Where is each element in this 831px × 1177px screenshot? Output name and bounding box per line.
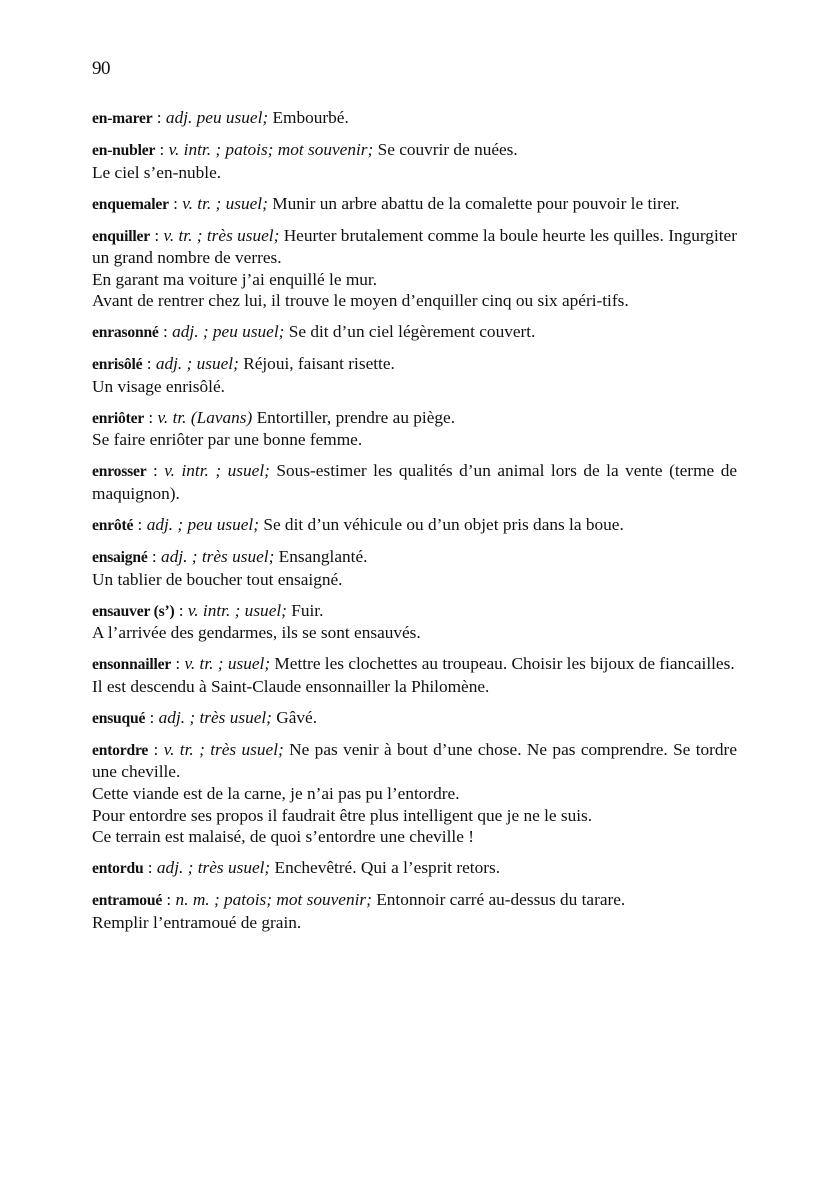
dictionary-entry xyxy=(92,321,737,344)
dictionary-entry xyxy=(92,653,737,697)
entry-grammar: adj. ; usuel; xyxy=(155,354,239,374)
entry-grammar: v. tr. (Lavans) xyxy=(157,407,253,427)
entry-separator: : xyxy=(145,707,159,727)
dictionary-entry xyxy=(92,225,737,312)
entry-example: Cette viande est de la carne, je n’ai pas pu l’entordre. xyxy=(92,783,460,803)
entry-example: Pour entordre ses propos il faudrait être plus intelligent que je ne le suis. xyxy=(92,805,593,825)
entry-definition: Gâvé. xyxy=(276,707,318,727)
entry-headword: enrôté xyxy=(92,517,134,535)
entry-grammar: adj. peu usuel; xyxy=(165,108,269,127)
entry-grammar: adj. ; peu usuel; xyxy=(146,515,259,535)
entry-example: Il est descendu à Saint-Claude ensonnailler la Philomène. xyxy=(92,676,490,696)
entry-example: Le ciel s’en-nuble. xyxy=(92,162,222,182)
entry-example: Ce terrain est malaisé, de quoi s’entordre une cheville ! xyxy=(92,827,474,847)
dictionary-entry xyxy=(92,139,737,183)
entry-definition: Munir un arbre abattu de la comalette pour pouvoir le tirer. xyxy=(272,193,680,213)
entry-example: Remplir l’entramoué de grain. xyxy=(92,912,302,932)
entry-separator: : xyxy=(168,193,183,213)
dictionary-entry xyxy=(92,460,737,504)
dictionary-entry xyxy=(92,739,737,848)
entry-headword: en-marer xyxy=(92,110,153,127)
dictionary-entry xyxy=(92,600,737,644)
entry-separator: : xyxy=(146,461,165,481)
entry-definition: Réjoui, faisant risette. xyxy=(243,354,395,374)
entry-grammar: v. intr. ; usuel; xyxy=(187,600,287,620)
dictionary-entry xyxy=(92,407,737,451)
entry-separator: : xyxy=(149,225,164,245)
entry-separator: : xyxy=(143,858,157,878)
dictionary-entry xyxy=(92,889,737,933)
dictionary-entry xyxy=(92,107,737,130)
entries-list xyxy=(92,107,737,943)
entry-grammar: v. tr. ; usuel; xyxy=(184,654,271,674)
dictionary-entry xyxy=(92,707,737,730)
entry-separator: : xyxy=(144,407,158,427)
entry-example: Un tablier de boucher tout ensaigné. xyxy=(92,569,343,589)
entry-headword: enquemaler xyxy=(92,195,169,213)
dictionary-entry xyxy=(92,514,737,537)
entry-separator: : xyxy=(142,354,156,374)
entry-grammar: adj. ; peu usuel; xyxy=(172,322,285,342)
entry-grammar: adj. ; très usuel; xyxy=(156,858,271,878)
entry-separator: : xyxy=(158,322,173,342)
entry-separator: : xyxy=(174,600,188,620)
dictionary-entry xyxy=(92,857,737,880)
entry-separator: : xyxy=(147,547,162,567)
entry-definition: Ensanglanté. xyxy=(278,547,368,567)
entry-definition: Se dit d’un véhicule ou d’un objet pris dans la boue. xyxy=(263,515,624,535)
entry-headword: enrosser xyxy=(92,463,147,481)
entry-headword: ensauver (s’) xyxy=(92,602,175,620)
entry-definition: Heurter brutalement comme la boule heurte les quilles. Ingurgiter un grand nombre de verres. xyxy=(92,225,737,268)
entry-definition: Mettre les clochettes au troupeau. Choisir les bijoux de fiancailles. xyxy=(274,654,735,674)
entry-headword: entordu xyxy=(92,860,144,878)
entry-definition: Entortiller, prendre au piège. xyxy=(256,407,456,427)
entry-grammar: v. intr. ; usuel; xyxy=(164,461,270,481)
entry-separator: : xyxy=(171,654,185,674)
entry-headword: enquiller xyxy=(92,227,150,245)
dictionary-entry xyxy=(92,353,737,397)
entry-separator: : xyxy=(148,739,164,759)
entry-grammar: v. tr. ; très usuel; xyxy=(163,739,284,759)
entry-example: Un visage enrisôlé. xyxy=(92,376,225,396)
entry-headword: entordre xyxy=(92,741,149,759)
entry-definition: Enchevêtré. Qui a l’esprit retors. xyxy=(274,858,501,878)
entry-definition: Fuir. xyxy=(291,600,324,620)
entry-example: A l’arrivée des gendarmes, ils se sont ensauvés. xyxy=(92,623,421,643)
entry-separator: : xyxy=(152,108,166,127)
entry-grammar: v. tr. ; usuel; xyxy=(182,193,268,213)
entry-grammar: v. tr. ; très usuel; xyxy=(163,225,280,245)
entry-grammar: adj. ; très usuel; xyxy=(161,547,275,567)
entry-example: Avant de rentrer chez lui, il trouve le moyen d’enquiller cinq ou six apéri-tifs. xyxy=(92,291,629,311)
dictionary-entry xyxy=(92,546,737,590)
dictionary-entry xyxy=(92,193,737,216)
entry-separator: : xyxy=(155,139,169,159)
entry-separator: : xyxy=(162,890,176,910)
entry-definition: Se dit d’un ciel légèrement couvert. xyxy=(288,322,536,342)
entry-headword: en-nubler xyxy=(92,141,156,159)
entry-headword: ensaigné xyxy=(92,549,148,567)
entry-example: En garant ma voiture j’ai enquillé le mur. xyxy=(92,269,378,289)
entry-headword: ensonnailler xyxy=(92,656,172,674)
entry-grammar: v. intr. ; patois; mot souvenir; xyxy=(168,139,374,159)
entry-grammar: n. m. ; patois; mot souvenir; xyxy=(175,890,372,910)
entry-grammar: adj. ; très usuel; xyxy=(158,707,272,727)
entry-definition: Sous-estimer les qualités d’un animal lors de la vente (terme de maquignon). xyxy=(92,461,738,504)
entry-headword: entramoué xyxy=(92,892,163,910)
entry-example: Se faire enriôter par une bonne femme. xyxy=(92,430,363,450)
entry-definition: Ne pas venir à bout d’une chose. Ne pas comprendre. Se tordre une cheville. xyxy=(92,739,737,782)
entry-headword: ensuqué xyxy=(92,709,146,727)
entry-headword: enrisôlé xyxy=(92,356,143,374)
entry-separator: : xyxy=(133,515,147,535)
page-number: 90 xyxy=(92,58,110,79)
entry-headword: enriôter xyxy=(92,409,145,427)
entry-definition: Embourbé. xyxy=(272,108,349,127)
entry-headword: enrasonné xyxy=(92,324,159,342)
entry-definition: Entonnoir carré au-dessus du tarare. xyxy=(376,890,626,910)
entry-definition: Se couvrir de nuées. xyxy=(377,139,518,159)
